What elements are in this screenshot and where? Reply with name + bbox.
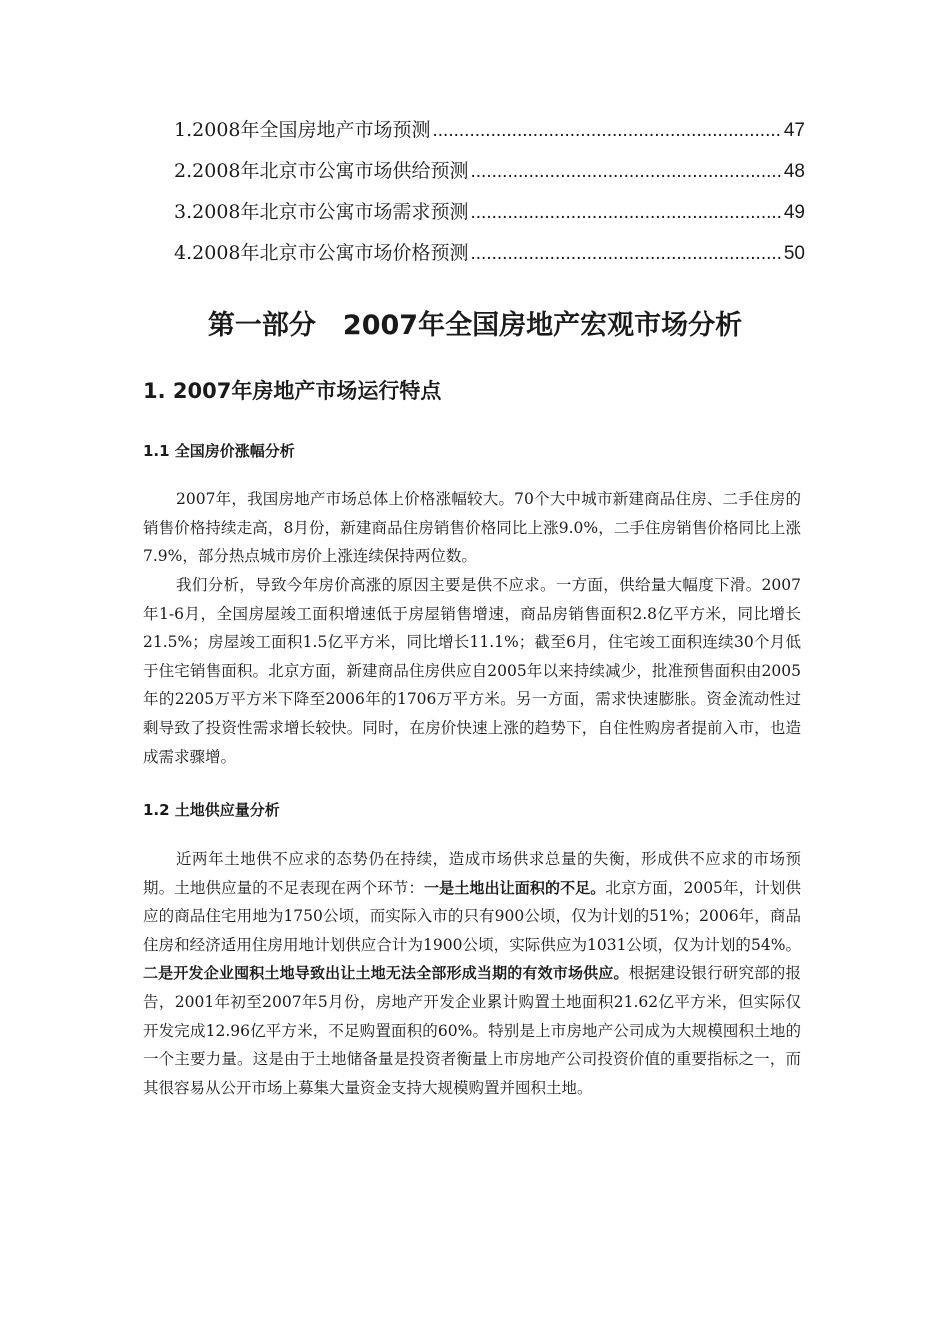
toc-entry-number: 4. [174, 242, 193, 264]
paragraph-price-causes: 我们分析，导致今年房价高涨的原因主要是供不应求。一方面，供给量大幅度下滑。2007年1-6月，全国房屋竣工面积增速低于房屋销售增速，商品房销售面积2.8亿平方米，同比增长21.5%；房屋竣工面积1.5亿平方米，同比增长11.1%；截至6月，住宅竣工面积连续30个月低于住宅销售面积。北京方面，新建商品住房供应自2005年以来持续减少，批准预售面积由2005年的2205万平方米下降至2006年的1706万平方米。另一方面，需求快速膨胀。资金流动性过剩导致了投资性需求增长较快。同时，在房价快速上涨的趋势下，自住性购房者提前入市，也造成需求骤增。 [143, 576, 801, 766]
land-text-beijing: 北京方面，2005年，计划供应的商品住宅用地为1750公顷，而实际入市的只有900公顷，仅为计划的51%；2006年，商品住房和经济适用住房用地计划供应合计为1900公顷，实际供应为1031公顷，仅为计划的54%。 [143, 878, 801, 954]
toc-entry-title: 2008年全国房地产市场预测 [192, 119, 431, 141]
toc-entry-page: 50 [783, 243, 805, 264]
toc-entry-title: 2008年北京市公寓市场供给预测 [192, 160, 469, 182]
toc-entry-page: 47 [783, 120, 805, 141]
land-text-intro: 近两年土地供不应求的态势仍在持续，造成市场供求总量的失衡，形成供不应求的市场预期。土地供应量的不足表现在两个环节： [143, 850, 801, 897]
toc-leader-dots [471, 238, 782, 270]
land-point-one: 一是土地出让面积的不足。 [424, 878, 606, 897]
subsection-heading-price: 1.1 全国房价涨幅分析 [143, 442, 295, 460]
toc-entry-page: 48 [783, 161, 805, 182]
table-of-contents [174, 114, 805, 278]
land-text-report: 根据建设银行研究部的报告，2001年初至2007年5月份，房地产开发企业累计购置土地面积21.62亿平方米，但实际仅开发完成12.96亿平方米，不足购置面积的60%。特别是上市房地产公司成为大规模囤积土地的一个主要力量。这是由于土地储备量是投资者衡量上市房地产公司投资价值的重要指标之一，而其很容易从公开市场上募集大量资金支持大规模购置并囤积土地。 [143, 964, 801, 1097]
land-point-two: 二是开发企业囤积土地导致出让土地无法全部形成当期的有效市场供应。 [143, 964, 629, 983]
toc-entry[interactable] [174, 237, 805, 278]
toc-leader-dots [433, 115, 782, 147]
toc-entry-number: 2. [174, 160, 193, 182]
toc-entry-number: 3. [174, 201, 193, 223]
subsection-heading-land: 1.2 土地供应量分析 [143, 801, 280, 819]
toc-entry-title: 2008年北京市公寓市场价格预测 [192, 242, 469, 264]
part-title: 第一部分 2007年全国房地产宏观市场分析 [207, 310, 743, 341]
toc-entry-page: 49 [783, 202, 805, 223]
section-heading: 1. 2007年房地产市场运行特点 [143, 379, 442, 403]
toc-entry-title: 2008年北京市公寓市场需求预测 [192, 201, 469, 223]
toc-entry[interactable] [174, 155, 805, 196]
paragraph-land-supply [143, 845, 801, 1102]
toc-entry-number: 1. [174, 119, 193, 141]
toc-entry[interactable] [174, 114, 805, 155]
toc-leader-dots [471, 156, 782, 188]
toc-leader-dots [471, 197, 782, 229]
toc-entry[interactable] [174, 196, 805, 237]
paragraph-price-overview: 2007年，我国房地产市场总体上价格涨幅较大。70个大中城市新建商品住房、二手住房的销售价格持续走高，8月份，新建商品住房销售价格同比上涨9.0%，二手住房销售价格同比上涨7.9%，部分热点城市房价上涨连续保持两位数。 [143, 490, 801, 566]
